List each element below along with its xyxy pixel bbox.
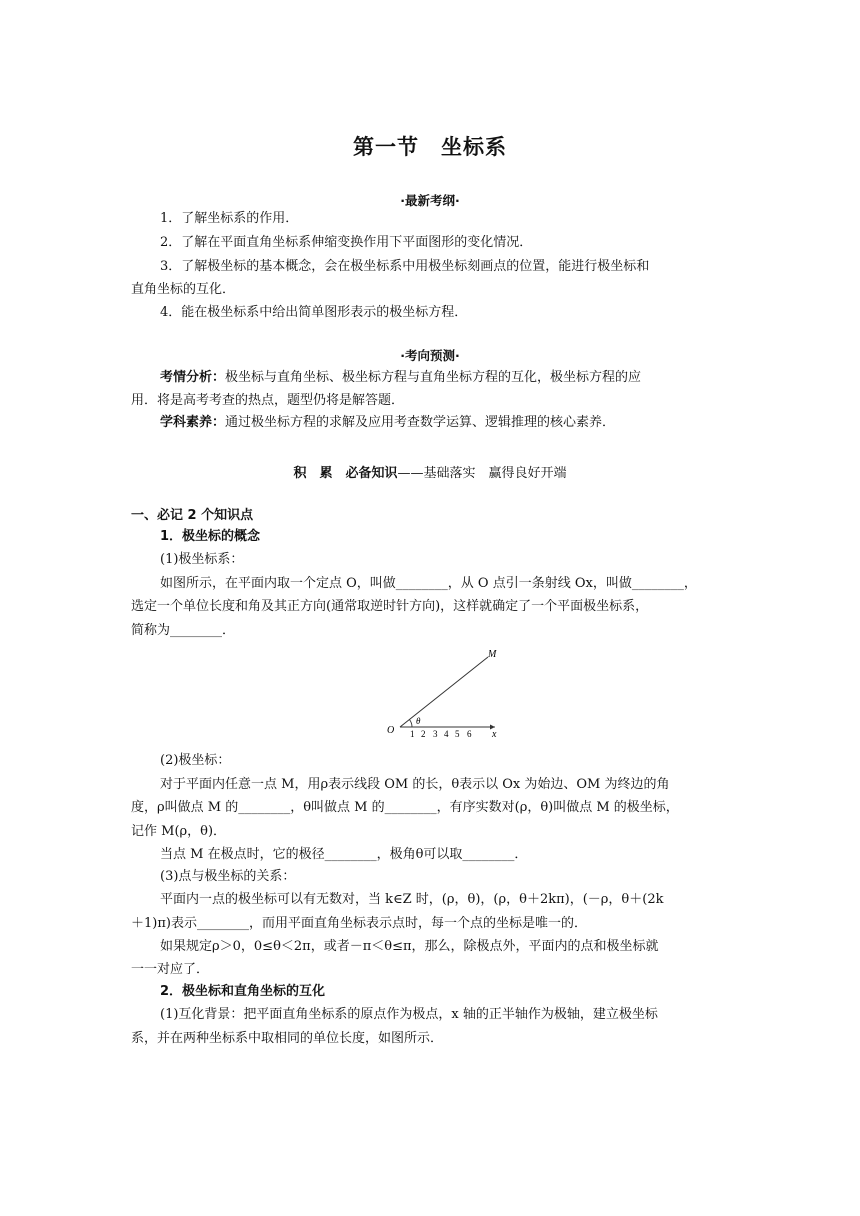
page-title: 第一节 坐标系 <box>353 135 507 159</box>
origin-label: O <box>387 725 395 736</box>
forecast-heading: ·考向预测· <box>400 348 460 363</box>
syllabus-item: 1．了解坐标系的作用． <box>160 211 299 226</box>
paragraph-head: (3)点与极坐标的关系： <box>160 869 296 884</box>
analysis-label: 考情分析： <box>160 370 226 385</box>
angle-arc <box>409 720 412 728</box>
syllabus-item: 4．能在极坐标系中给出简单图形表示的极坐标方程． <box>160 305 468 320</box>
paragraph-line: ＋1)π)表示________，而用平面直角坐标表示点时，每一个点的坐标是唯一的． <box>131 916 587 931</box>
syllabus-item: 3．了解极坐标的基本概念，会在极坐标系中用极坐标刻画点的位置，能进行极坐标和 <box>160 259 650 274</box>
paragraph-line: 系，并在两种坐标系中取相同的单位长度，如图所示． <box>131 1031 444 1046</box>
ray-om <box>400 657 488 727</box>
angle-label: θ <box>416 716 421 726</box>
axis-x-label: x <box>492 729 497 740</box>
tick-label: 5 <box>455 729 460 739</box>
forecast-analysis-cont: 用．将是高考考查的热点，题型仍将是解答题． <box>131 393 405 408</box>
paragraph-line: 度，ρ叫做点 M 的________，θ叫做点 M 的________，有序实数对(ρ，θ)叫做点 M 的极坐标， <box>131 800 679 815</box>
point-m-label: M <box>488 649 497 660</box>
axis-tick-labels <box>410 729 472 739</box>
paragraph-line: (1)互化背景：把平面直角坐标系的原点作为极点，x 轴的正半轴作为极轴，建立极坐标 <box>160 1007 658 1022</box>
literacy-label: 学科素养： <box>160 415 226 430</box>
paragraph-line: 选定一个单位长度和角及其正方向(通常取逆时针方向)，这样就确定了一个平面极坐标系， <box>131 599 649 614</box>
forecast-literacy <box>131 412 760 434</box>
section-banner <box>0 462 860 481</box>
tick-label: 1 <box>410 729 415 739</box>
analysis-text: 极坐标与直角坐标、极坐标方程与直角坐标方程的互化，极坐标方程的应 <box>225 370 642 385</box>
banner-rest: ——基础落实 赢得良好开端 <box>397 466 567 481</box>
subsection-heading: 2．极坐标和直角坐标的互化 <box>160 984 326 999</box>
paragraph-line: 简称为________． <box>131 623 236 638</box>
syllabus-item: 2．了解在平面直角坐标系伸缩变换作用下平面图形的变化情况． <box>160 235 533 250</box>
paragraph-line: 如图所示，在平面内取一个定点 O，叫做________，从 O 点引一条射线 Ox，叫做________， <box>160 576 697 591</box>
knowledge-heading: 一、必记 2 个知识点 <box>131 508 254 523</box>
polar-coordinate-figure <box>380 645 510 741</box>
paragraph-line: 平面内一点的极坐标可以有无数对，当 k∈Z 时，(ρ，θ)，(ρ，θ＋2kπ)，(－ρ，θ＋(2k <box>160 892 664 907</box>
literacy-text: 通过极坐标方程的求解及应用考查数学运算、逻辑推理的核心素养． <box>225 415 616 430</box>
syllabus-item: 直角坐标的互化． <box>131 282 236 297</box>
paragraph-line: 对于平面内任意一点 M，用ρ表示线段 OM 的长，θ表示以 Ox 为始边、OM 为终边的角 <box>160 777 670 792</box>
tick-label: 2 <box>421 729 426 739</box>
forecast-analysis <box>131 367 760 389</box>
paragraph-line: 当点 M 在极点时，它的极径________，极角θ可以取________． <box>160 847 528 862</box>
tick-label: 3 <box>433 729 438 739</box>
paragraph-line: 记作 M(ρ，θ)． <box>131 824 227 839</box>
tick-label: 4 <box>444 729 449 739</box>
syllabus-heading: ·最新考纲· <box>400 193 460 208</box>
subsection-heading: 1．极坐标的概念 <box>160 529 261 544</box>
paragraph-head: (1)极坐标系： <box>160 552 244 567</box>
tick-label: 6 <box>467 729 472 739</box>
paragraph-line: 如果规定ρ＞0，0≤θ＜2π，或者－π＜θ≤π，那么，除极点外，平面内的点和极坐标就 <box>160 939 659 954</box>
banner-bold: 积 累 必备知识 <box>293 466 398 481</box>
paragraph-line: 一一对应了． <box>131 962 210 977</box>
paragraph-head: (2)极坐标： <box>160 753 231 768</box>
